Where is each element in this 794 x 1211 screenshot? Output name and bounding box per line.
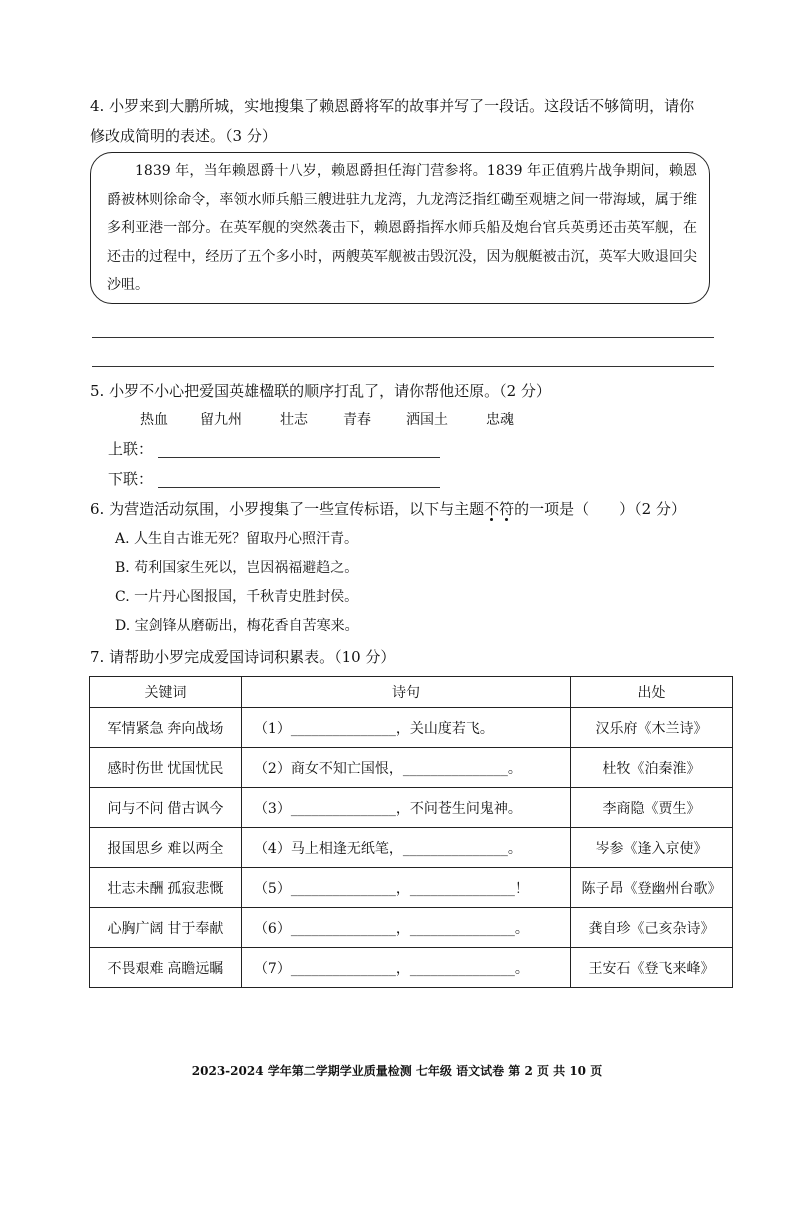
q5-lower-label: 下联： (108, 470, 154, 488)
verse-cell[interactable]: （3）_______________，不问苍生问鬼神。 (241, 788, 570, 828)
q5-lower-answer-line[interactable] (158, 487, 440, 488)
q5-word: 青春 (343, 412, 371, 428)
keyword-cell: 问与不问 借古讽今 (90, 788, 242, 828)
table-row (90, 788, 733, 828)
q5-upper-label: 上联： (108, 440, 154, 458)
verse-cell[interactable]: （7）_______________，_______________。 (241, 948, 570, 988)
q4-answer-line-2[interactable] (92, 366, 714, 367)
q6-option-c[interactable]: C. 一片丹心图报国，千秋青史胜封侯。 (115, 589, 359, 605)
table-row (90, 708, 733, 748)
q4-answer-line-1[interactable] (92, 337, 714, 338)
q5-word: 留九州 (200, 412, 242, 428)
source-cell: 李商隐《贾生》 (571, 788, 733, 828)
source-cell: 陈子昂《登幽州台歌》 (571, 868, 733, 908)
keyword-cell: 壮志未酬 孤寂悲慨 (90, 868, 242, 908)
q6-option-b[interactable]: B. 苟利国家生死以，岂因祸福避趋之。 (115, 560, 359, 576)
keyword-cell: 感时伤世 忧国忧民 (90, 748, 242, 788)
q6-option-d[interactable]: D. 宝剑锋从磨砺出，梅花香自苦寒来。 (115, 618, 359, 634)
verse-cell[interactable]: （4）马上相逢无纸笔，_______________。 (241, 828, 570, 868)
verse-cell[interactable]: （1）_______________，关山度若飞。 (241, 708, 570, 748)
q4-story-text: 1839 年，当年赖恩爵十八岁，赖恩爵担任海门营参将。1839 年正值鸦片战争期间，赖恩爵被林则徐命令，率领水师兵船三艘进驻九龙湾，九龙湾泛指红磡至观塘之间一带海域，属于维多利亚港一部分。在英军舰的突然袭击下，赖恩爵指挥水师兵船及炮台官兵英勇还击英军舰，在还击的过程中，经历了五个多小时，两艘英军舰被击毁沉没，因为舰艇被击沉，英军大败退回尖沙咀。 (107, 163, 697, 293)
verse-cell[interactable]: （6）_______________，_______________。 (241, 908, 570, 948)
source-cell: 杜牧《泊秦淮》 (571, 748, 733, 788)
source-cell: 王安石《登飞来峰》 (571, 948, 733, 988)
q6-prompt (90, 497, 686, 521)
header-keyword: 关键词 (90, 677, 242, 708)
q5-upper-answer-line[interactable] (158, 457, 440, 458)
q5-word: 忠魂 (486, 412, 514, 428)
q4-story-box (90, 152, 710, 304)
table-row (90, 908, 733, 948)
poem-table (89, 676, 733, 988)
q7-prompt: 7. 请帮助小罗完成爱国诗词积累表。（10 分） (90, 648, 396, 666)
source-cell: 岑参《逢入京使》 (571, 828, 733, 868)
q5-word: 洒国土 (406, 412, 448, 428)
q6-prompt-text: 的一项是（ ）（2 分） (514, 500, 686, 518)
keyword-cell: 军情紧急 奔向战场 (90, 708, 242, 748)
q6-emphasis-char: 不 (484, 500, 500, 518)
page-footer: 2023-2024 学年第二学期学业质量检测 七年级 语文试卷 第 2 页 共 10 页 (191, 1064, 603, 1078)
keyword-cell: 报国思乡 难以两全 (90, 828, 242, 868)
table-row (90, 748, 733, 788)
q5-word: 热血 (140, 412, 168, 428)
verse-cell[interactable]: （2）商女不知亡国恨，_______________。 (241, 748, 570, 788)
q5-prompt: 5. 小罗不小心把爱国英雄楹联的顺序打乱了，请你帮他还原。（2 分） (90, 382, 551, 400)
keyword-cell: 不畏艰难 高瞻远瞩 (90, 948, 242, 988)
source-cell: 汉乐府《木兰诗》 (571, 708, 733, 748)
q6-option-a[interactable]: A. 人生自古谁无死？留取丹心照汗青。 (115, 531, 359, 547)
q4-prompt-line1: 4. 小罗来到大鹏所城，实地搜集了赖恩爵将军的故事并写了一段话。这段话不够简明，请你 (90, 97, 695, 115)
header-source: 出处 (571, 677, 733, 708)
verse-cell[interactable]: （5）_______________，_______________！ (241, 868, 570, 908)
table-row (90, 948, 733, 988)
header-verse: 诗句 (241, 677, 570, 708)
keyword-cell: 心胸广阔 甘于奉献 (90, 908, 242, 948)
q6-prompt-text: 6. 为营造活动氛围，小罗搜集了一些宣传标语，以下与主题 (90, 500, 485, 518)
q6-emphasis-char: 符 (499, 500, 515, 518)
source-cell: 龚自珍《己亥杂诗》 (571, 908, 733, 948)
table-row (90, 828, 733, 868)
table-row (90, 868, 733, 908)
q5-word: 壮志 (280, 412, 308, 428)
q4-prompt-line2: 修改成简明的表述。（3 分） (90, 127, 277, 145)
table-header-row (90, 677, 733, 708)
